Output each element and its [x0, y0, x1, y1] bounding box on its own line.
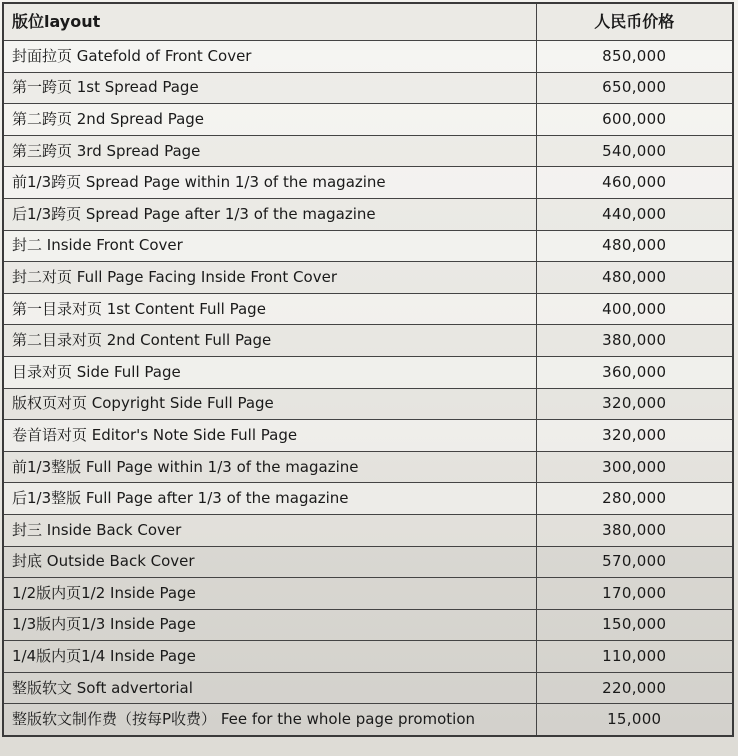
layout-cell: 整版软文制作费（按每P收费） Fee for the whole page promotion: [3, 704, 536, 736]
table-row: [3, 672, 733, 704]
layout-cell: 第二目录对页 2nd Content Full Page: [3, 325, 536, 357]
table-row: [3, 104, 733, 136]
layout-cell: 第一目录对页 1st Content Full Page: [3, 293, 536, 325]
table-row: [3, 72, 733, 104]
price-cell: 600,000: [536, 104, 733, 136]
price-cell: 380,000: [536, 514, 733, 546]
layout-cell: 整版软文 Soft advertorial: [3, 672, 536, 704]
table-row: [3, 230, 733, 262]
table-row: [3, 578, 733, 610]
price-cell: 15,000: [536, 704, 733, 736]
layout-cell: 第一跨页 1st Spread Page: [3, 72, 536, 104]
table-row: [3, 609, 733, 641]
price-cell: 360,000: [536, 356, 733, 388]
price-cell: 400,000: [536, 293, 733, 325]
table-row: [3, 704, 733, 736]
table-row: [3, 356, 733, 388]
price-cell: 110,000: [536, 641, 733, 673]
layout-cell: 1/3版内页1/3 Inside Page: [3, 609, 536, 641]
layout-cell: 第三跨页 3rd Spread Page: [3, 135, 536, 167]
price-cell: 440,000: [536, 198, 733, 230]
price-cell: 480,000: [536, 230, 733, 262]
table-row: [3, 420, 733, 452]
table-row: [3, 262, 733, 294]
layout-cell: 封二 Inside Front Cover: [3, 230, 536, 262]
table-row: [3, 641, 733, 673]
table-row: [3, 451, 733, 483]
table-row: [3, 135, 733, 167]
price-cell: 850,000: [536, 41, 733, 73]
price-cell: 650,000: [536, 72, 733, 104]
layout-cell: 封底 Outside Back Cover: [3, 546, 536, 578]
layout-cell: 卷首语对页 Editor's Note Side Full Page: [3, 420, 536, 452]
price-cell: 220,000: [536, 672, 733, 704]
layout-cell: 后1/3整版 Full Page after 1/3 of the magazine: [3, 483, 536, 515]
price-cell: 570,000: [536, 546, 733, 578]
layout-cell: 版权页对页 Copyright Side Full Page: [3, 388, 536, 420]
layout-cell: 前1/3跨页 Spread Page within 1/3 of the magazine: [3, 167, 536, 199]
price-cell: 540,000: [536, 135, 733, 167]
price-cell: 320,000: [536, 388, 733, 420]
layout-cell: 后1/3跨页 Spread Page after 1/3 of the magazine: [3, 198, 536, 230]
table-row: [3, 483, 733, 515]
table-row: [3, 198, 733, 230]
price-cell: 380,000: [536, 325, 733, 357]
price-cell: 170,000: [536, 578, 733, 610]
table-row: [3, 41, 733, 73]
table-row: [3, 325, 733, 357]
price-column-header: 人民币价格: [536, 3, 733, 41]
layout-cell: 目录对页 Side Full Page: [3, 356, 536, 388]
layout-cell: 1/2版内页1/2 Inside Page: [3, 578, 536, 610]
table-row: [3, 388, 733, 420]
table-row: [3, 167, 733, 199]
table-header-row: [3, 3, 733, 41]
layout-column-header: 版位layout: [3, 3, 536, 41]
ad-rate-table: [2, 2, 734, 737]
price-cell: 300,000: [536, 451, 733, 483]
price-cell: 480,000: [536, 262, 733, 294]
price-cell: 460,000: [536, 167, 733, 199]
price-cell: 320,000: [536, 420, 733, 452]
table-row: [3, 546, 733, 578]
price-cell: 280,000: [536, 483, 733, 515]
layout-cell: 封面拉页 Gatefold of Front Cover: [3, 41, 536, 73]
price-cell: 150,000: [536, 609, 733, 641]
layout-cell: 第二跨页 2nd Spread Page: [3, 104, 536, 136]
table-row: [3, 514, 733, 546]
layout-cell: 1/4版内页1/4 Inside Page: [3, 641, 536, 673]
layout-cell: 封二对页 Full Page Facing Inside Front Cover: [3, 262, 536, 294]
table-row: [3, 293, 733, 325]
layout-cell: 封三 Inside Back Cover: [3, 514, 536, 546]
layout-cell: 前1/3整版 Full Page within 1/3 of the magazine: [3, 451, 536, 483]
